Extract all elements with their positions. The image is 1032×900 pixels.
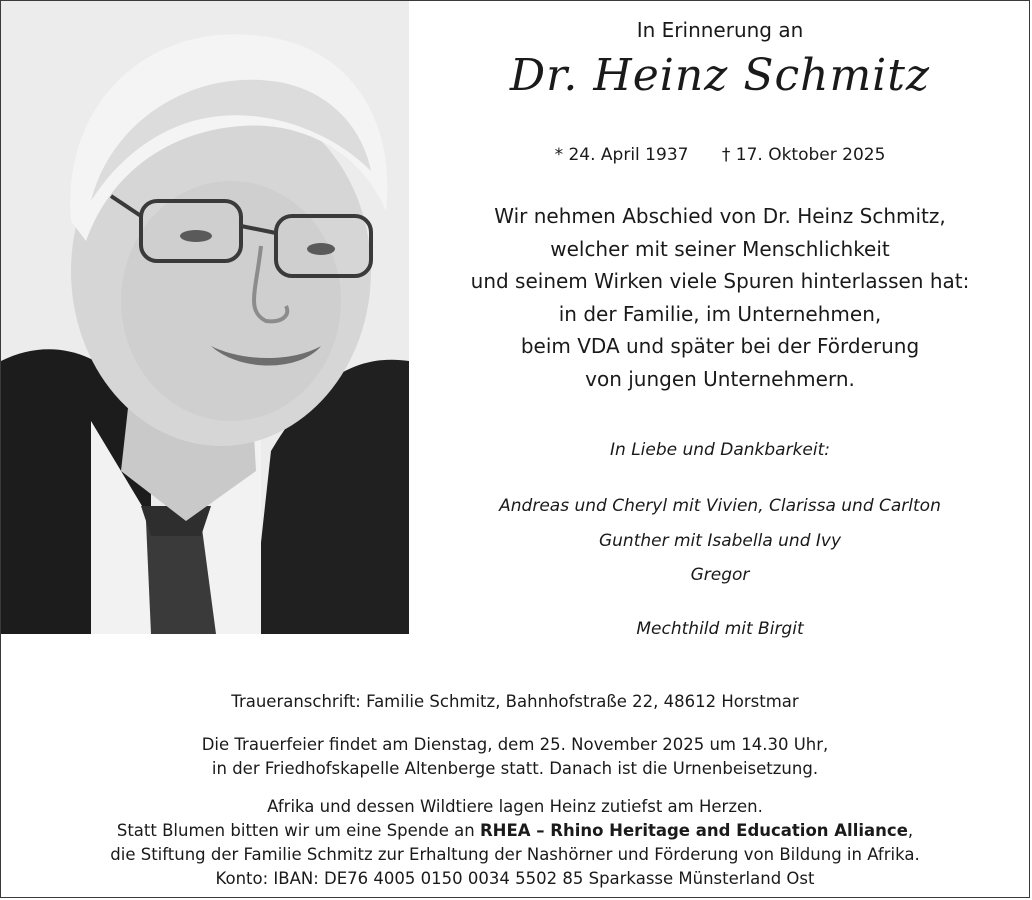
farewell-message <box>410 200 1030 395</box>
ceremony-info <box>0 733 1030 781</box>
ceremony-line: Die Trauerfeier findet am Dienstag, dem 25. November 2025 um 14.30 Uhr, <box>201 735 829 754</box>
message-line: Wir nehmen Abschied von Dr. Heinz Schmitz, <box>494 204 946 228</box>
mourning-address: Traueranschrift: Familie Schmitz, Bahnhofstraße 22, 48612 Horstmar <box>231 692 799 711</box>
intro-line: In Erinnerung an <box>636 18 804 42</box>
family-member-line: Gregor <box>690 565 750 585</box>
message-line: und seinem Wirken viele Spuren hinterlassen hat: <box>470 269 970 293</box>
message-line: welcher mit seiner Menschlichkeit <box>550 236 890 261</box>
donation-line: die Stiftung der Familie Schmitz zur Erhaltung der Nashörner und Förderung von Bildung in Afrika. <box>110 845 920 864</box>
family-member-line: Gunther mit Isabella und Ivy <box>598 531 842 551</box>
donation-text: Statt Blumen bitten wir um eine Spende an <box>116 821 480 840</box>
deceased-name: Dr. Heinz Schmitz <box>509 50 931 101</box>
thanks-line: In Liebe und Dankbarkeit: <box>610 440 830 460</box>
birth-date: * 24. April 1937 <box>554 145 689 165</box>
donation-line <box>0 819 1030 843</box>
portrait-photo <box>1 1 409 634</box>
donation-info <box>0 795 1030 891</box>
foundation-name: RHEA – Rhino Heritage and Education Alliance <box>479 821 908 840</box>
bank-account-line: Konto: IBAN: DE76 4005 0150 0034 5502 85 Sparkasse Münsterland Ost <box>215 869 815 888</box>
donation-text-end: , <box>907 821 914 840</box>
message-line: in der Familie, im Unternehmen, <box>558 301 882 326</box>
ceremony-line: in der Friedhofskapelle Altenberge statt. Danach ist die Urnenbeisetzung. <box>211 759 819 778</box>
message-line: von jungen Unternehmern. <box>585 366 855 391</box>
donation-line: Afrika und dessen Wildtiere lagen Heinz zutiefst am Herzen. <box>267 797 763 816</box>
life-dates <box>410 145 1030 165</box>
family-member-line: Mechthild mit Birgit <box>636 619 804 639</box>
death-date: † 17. Oktober 2025 <box>721 145 886 165</box>
message-line: beim VDA und später bei der Förderung <box>520 334 920 358</box>
family-member-line: Andreas und Cheryl mit Vivien, Clarissa und Carlton <box>499 496 941 516</box>
